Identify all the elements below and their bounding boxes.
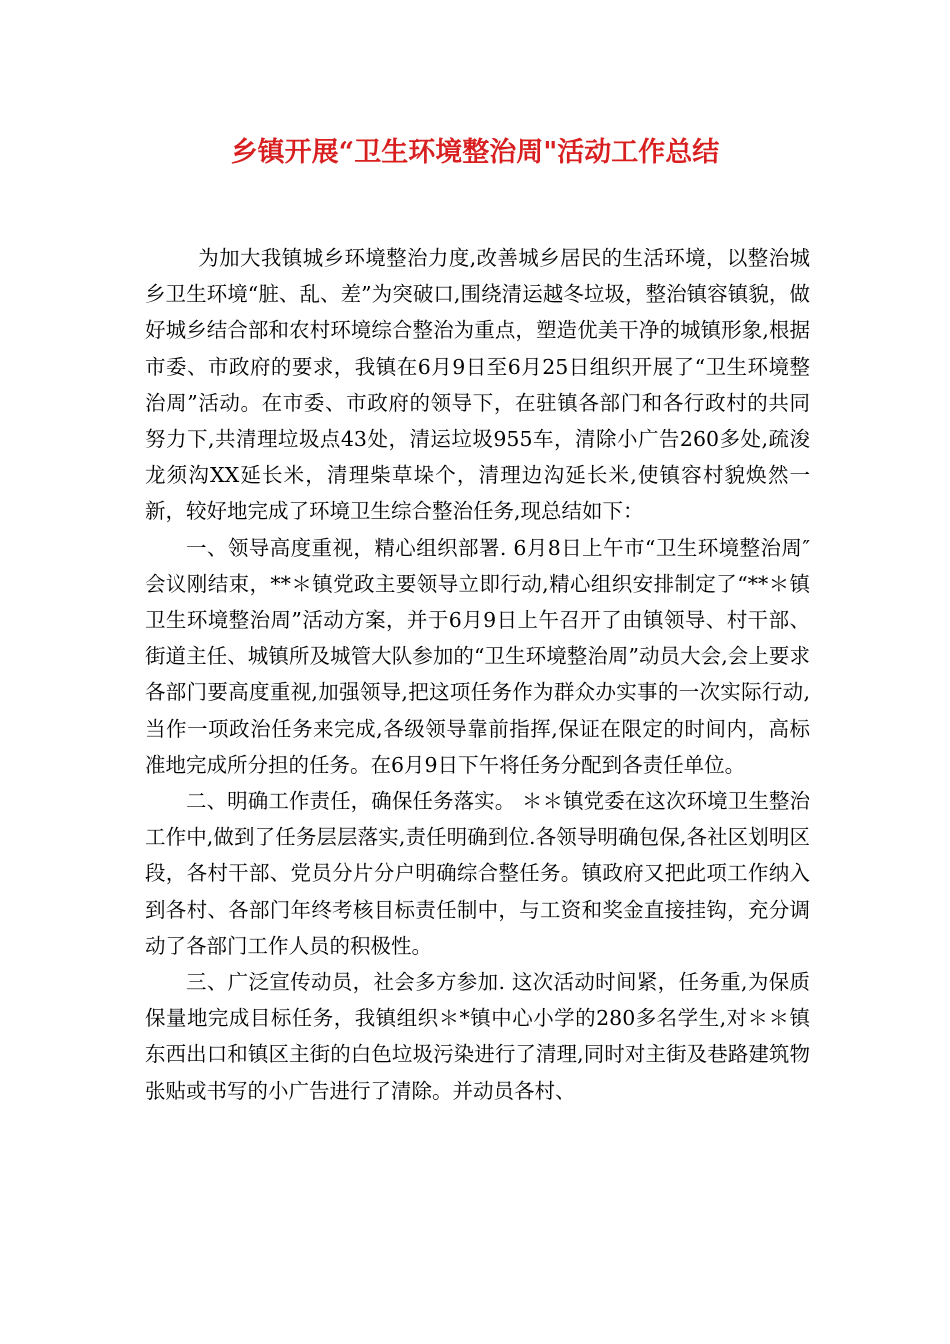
paragraph-section-3: 三、广泛宣传动员，社会多方参加. 这次活动时间紧，任务重,为保质保量地完成目标任务，我镇组织＊*镇中心小学的280多名学生,对＊＊镇东西出口和镇区主街的白色垃圾污染进行了清理,同时对主街及巷路建筑物张贴或书写的小广告进行了清除。并动员各村、 xyxy=(145,970,810,1103)
document-body xyxy=(145,240,810,1109)
paragraph-intro: 为加大我镇城乡环境整治力度,改善城乡居民的生活环境，以整治城乡卫生环境“脏、乱、差”为突破口,围绕清运越冬垃圾，整治镇容镇貌，做好城乡结合部和农村环境综合整治为重点，塑造优美干净的城镇形象,根据市委、市政府的要求，我镇在6月9日至6月25日组织开展了“卫生环境整治周”活动。在市委、市政府的领导下，在驻镇各部门和各行政村的共同努力下,共清理垃圾点43处，清运垃圾955车，清除小广告260多处,疏浚龙须沟XX延长米，清理柴草垛个，清理边沟延长米,使镇容村貌焕然一新，较好地完成了环境卫生综合整治任务,现总结如下： xyxy=(145,246,810,524)
paragraph-section-2: 二、明确工作责任，确保任务落实。 ＊＊镇党委在这次环境卫生整治工作中,做到了任务层层落实,责任明确到位.各领导明确包保,各社区划明区段，各村干部、党员分片分户明确综合整任务。镇政府又把此项工作纳入到各村、各部门年终考核目标责任制中，与工资和奖金直接挂钩，充分调动了各部门工作人员的积极性。 xyxy=(145,789,810,958)
document-title: 乡镇开展“卫生环境整治周"活动工作总结 xyxy=(230,137,720,168)
paragraph-section-1: 一、领导高度重视，精心组织部署. 6月8日上午市“卫生环境整治周″会议刚结束，**＊镇党政主要领导立即行动,精心组织安排制定了“**＊镇卫生环境整治周”活动方案，并于6月9日上午召开了由镇领导、村干部、街道主任、城镇所及城管大队参加的“卫生环境整治周”动员大会,会上要求各部门要高度重视,加强领导,把这项任务作为群众办实事的一次实际行动,当作一项政治任务来完成,各级领导靠前指挥,保证在限定的时间内，高标准地完成所分担的任务。在6月9日下午将任务分配到各责任单位。 xyxy=(145,535,810,777)
